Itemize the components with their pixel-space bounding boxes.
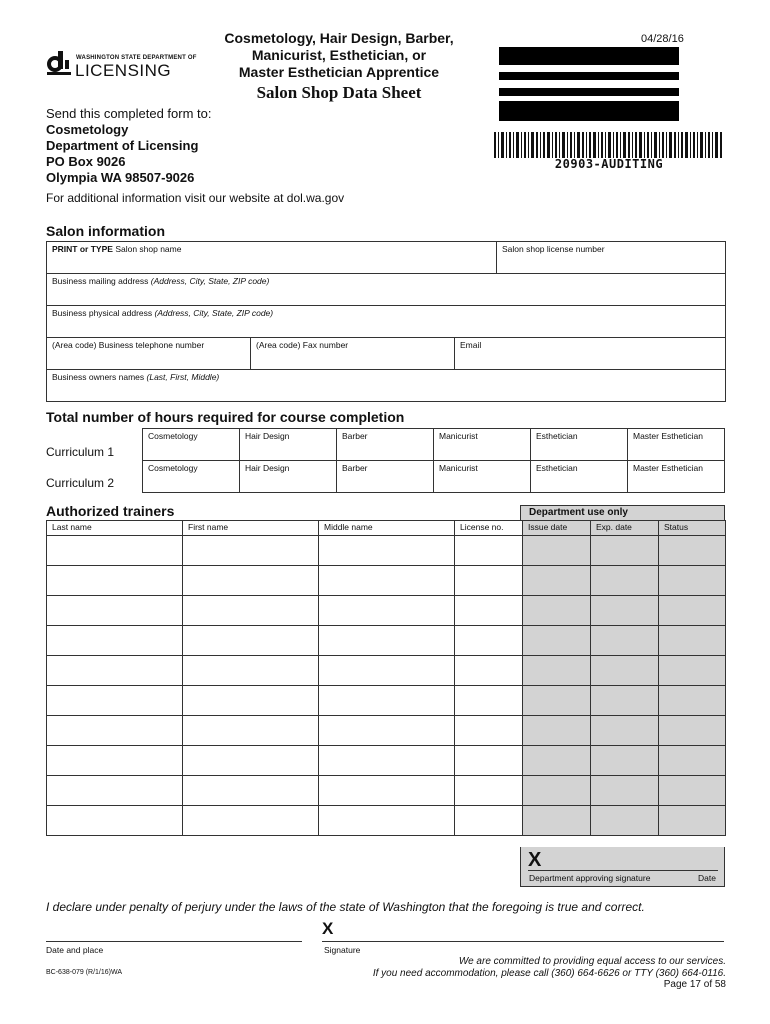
hours-col-label: Barber (342, 463, 368, 473)
send-line1: Cosmetology (46, 122, 129, 137)
mailing-address-label: Business mailing address (52, 276, 149, 286)
hours-cell[interactable] (628, 461, 725, 493)
hours-col-label: Master Esthetician (633, 463, 703, 473)
middle-name-cell[interactable] (319, 806, 455, 836)
col-middle-name: Middle name (319, 521, 455, 536)
first-name-cell[interactable] (183, 776, 319, 806)
hours-cell[interactable] (434, 429, 531, 461)
issue-date-cell (523, 626, 591, 656)
email-field[interactable] (455, 338, 726, 370)
hours-cell[interactable] (337, 461, 434, 493)
exp-date-cell (591, 686, 659, 716)
mailing-address-field[interactable] (47, 274, 726, 306)
trainers-table (46, 520, 726, 836)
last-name-cell[interactable] (47, 596, 183, 626)
phone-field[interactable] (47, 338, 251, 370)
curriculum1-label: Curriculum 1 (46, 445, 115, 459)
redaction-bar (499, 88, 679, 96)
issue-date-cell (523, 686, 591, 716)
middle-name-cell[interactable] (319, 656, 455, 686)
middle-name-cell[interactable] (319, 686, 455, 716)
trainer-row (47, 596, 726, 626)
hours-col-label: Cosmetology (148, 431, 198, 441)
salon-name-label: Salon shop name (115, 244, 182, 254)
first-name-cell[interactable] (183, 536, 319, 566)
form-subtitle-line2: Manicurist, Esthetician, or (251, 47, 427, 63)
col-exp-date: Exp. date (591, 521, 659, 536)
trainer-row (47, 536, 726, 566)
curriculum2-label: Curriculum 2 (46, 476, 115, 490)
phone-label: (Area code) Business telephone number (52, 340, 205, 350)
hours-col-label: Manicurist (439, 431, 478, 441)
last-name-cell[interactable] (47, 746, 183, 776)
hours-col-label: Esthetician (536, 431, 578, 441)
exp-date-cell (591, 716, 659, 746)
applicant-signature-x: X (322, 919, 334, 938)
first-name-cell[interactable] (183, 716, 319, 746)
send-line2: Department of Licensing (46, 138, 199, 153)
col-status: Status (659, 521, 726, 536)
hours-col-label: Cosmetology (148, 463, 198, 473)
hours-col-label: Barber (342, 431, 368, 441)
curriculum1-row (143, 429, 725, 461)
access-line2: If you need accommodation, please call (360) 664-6626 or TTY (360) 664-0116. (372, 968, 726, 979)
issue-date-cell (523, 746, 591, 776)
license-no-cell[interactable] (455, 746, 523, 776)
last-name-cell[interactable] (47, 626, 183, 656)
first-name-cell[interactable] (183, 596, 319, 626)
hours-col-label: Hair Design (245, 431, 290, 441)
department-signature-box (520, 847, 725, 887)
exp-date-cell (591, 746, 659, 776)
last-name-cell[interactable] (47, 806, 183, 836)
middle-name-cell[interactable] (319, 536, 455, 566)
redaction-bar (499, 101, 679, 121)
hours-cell[interactable] (337, 429, 434, 461)
first-name-cell[interactable] (183, 686, 319, 716)
page-number: Page 17 of 58 (663, 979, 726, 990)
salon-license-label: Salon shop license number (502, 244, 605, 254)
hours-col-label: Manicurist (439, 463, 478, 473)
mailing-address-hint: (Address, City, State, ZIP code) (150, 276, 270, 286)
status-cell (659, 716, 726, 746)
redaction-bar (499, 47, 679, 65)
issue-date-cell (523, 716, 591, 746)
hours-cell[interactable] (531, 429, 628, 461)
send-line3: PO Box 9026 (46, 154, 126, 169)
trainer-row (47, 566, 726, 596)
trainer-row (47, 626, 726, 656)
owners-field[interactable] (47, 370, 726, 402)
hours-cell[interactable] (240, 461, 337, 493)
issue-date-cell (523, 536, 591, 566)
exp-date-cell (591, 776, 659, 806)
agency-name: LICENSING (75, 61, 172, 80)
license-no-cell[interactable] (455, 626, 523, 656)
trainer-row (47, 716, 726, 746)
exp-date-cell (591, 566, 659, 596)
license-no-cell[interactable] (455, 596, 523, 626)
middle-name-cell[interactable] (319, 596, 455, 626)
hours-cell[interactable] (143, 461, 240, 493)
hours-col-label: Esthetician (536, 463, 578, 473)
email-label: Email (460, 340, 482, 350)
status-cell (659, 806, 726, 836)
last-name-cell[interactable] (47, 536, 183, 566)
hours-cell[interactable] (434, 461, 531, 493)
exp-date-cell (591, 626, 659, 656)
salon-name-field[interactable] (47, 242, 497, 274)
form-title-block (205, 30, 473, 103)
license-no-cell[interactable] (455, 686, 523, 716)
physical-address-field[interactable] (47, 306, 726, 338)
barcode-image (494, 132, 724, 158)
date-place-label: Date and place (46, 945, 104, 955)
applicant-signature-label: Signature (324, 945, 361, 955)
first-name-cell[interactable] (183, 806, 319, 836)
form-subtitle-line1: Cosmetology, Hair Design, Barber, (224, 30, 454, 46)
trainer-row (47, 806, 726, 836)
middle-name-cell[interactable] (319, 776, 455, 806)
fax-label: (Area code) Fax number (256, 340, 349, 350)
status-cell (659, 746, 726, 776)
first-name-cell[interactable] (183, 626, 319, 656)
hours-table (142, 428, 725, 493)
salon-license-field[interactable] (497, 242, 726, 274)
issue-date-cell (523, 656, 591, 686)
trainer-row (47, 686, 726, 716)
last-name-cell[interactable] (47, 776, 183, 806)
middle-name-cell[interactable] (319, 746, 455, 776)
curriculum2-row (143, 461, 725, 493)
col-first-name: First name (183, 521, 319, 536)
issue-date-cell (523, 806, 591, 836)
issue-date-cell (523, 776, 591, 806)
send-line4: Olympia WA 98507-9026 (46, 170, 195, 185)
trainers-heading: Authorized trainers (46, 503, 175, 519)
last-name-cell[interactable] (47, 716, 183, 746)
hours-heading: Total number of hours required for course completion (46, 409, 405, 425)
col-license-no: License no. (455, 521, 523, 536)
license-no-cell[interactable] (455, 806, 523, 836)
license-no-cell[interactable] (455, 566, 523, 596)
status-cell (659, 596, 726, 626)
form-code: BC-638-079 (R/1/16)WA (46, 969, 122, 976)
middle-name-cell[interactable] (319, 566, 455, 596)
send-intro: Send this completed form to: (46, 106, 212, 121)
trainer-row (47, 746, 726, 776)
physical-address-label: Business physical address (52, 308, 153, 318)
barcode-caption: 20903-AUDITING (554, 157, 664, 171)
salon-info-heading: Salon information (46, 223, 165, 239)
hours-cell[interactable] (143, 429, 240, 461)
redaction-bar (499, 72, 679, 80)
form-date: 04/28/16 (641, 33, 684, 45)
agency-logo (46, 50, 196, 80)
form-subtitle-line3: Master Esthetician Apprentice (238, 64, 440, 80)
date-place-line[interactable] (46, 941, 302, 942)
trainer-row (47, 656, 726, 686)
trainer-row (47, 776, 726, 806)
department-signature-line[interactable] (528, 870, 718, 871)
license-no-cell[interactable] (455, 536, 523, 566)
license-no-cell[interactable] (455, 656, 523, 686)
status-cell (659, 536, 726, 566)
applicant-signature-line[interactable] (322, 941, 724, 942)
first-name-cell[interactable] (183, 566, 319, 596)
last-name-cell[interactable] (47, 686, 183, 716)
fax-field[interactable] (251, 338, 455, 370)
hours-cell[interactable] (240, 429, 337, 461)
last-name-cell[interactable] (47, 566, 183, 596)
license-no-cell[interactable] (455, 776, 523, 806)
department-use-heading: Department use only (520, 505, 725, 520)
first-name-cell[interactable] (183, 746, 319, 776)
salon-info-table (46, 241, 726, 402)
hours-col-label: Hair Design (245, 463, 290, 473)
license-no-cell[interactable] (455, 716, 523, 746)
exp-date-cell (591, 656, 659, 686)
issue-date-cell (523, 566, 591, 596)
access-line1: We are committed to providing equal access to our services. (458, 956, 726, 967)
form-title: Salon Shop Data Sheet (256, 83, 422, 102)
dol-logo-icon (46, 50, 72, 78)
owners-hint: (Last, First, Middle) (146, 372, 220, 382)
department-signature-label: Department approving signature (529, 873, 651, 883)
department-signature-x: X (528, 849, 542, 871)
status-cell (659, 686, 726, 716)
exp-date-cell (591, 536, 659, 566)
mailing-instructions (46, 106, 211, 186)
col-issue-date: Issue date (523, 521, 591, 536)
hours-cell[interactable] (531, 461, 628, 493)
website-note: For additional information visit our website at dol.wa.gov (46, 191, 345, 205)
col-last-name: Last name (47, 521, 183, 536)
status-cell (659, 626, 726, 656)
status-cell (659, 566, 726, 596)
issue-date-cell (523, 596, 591, 626)
status-cell (659, 776, 726, 806)
middle-name-cell[interactable] (319, 626, 455, 656)
exp-date-cell (591, 806, 659, 836)
last-name-cell[interactable] (47, 656, 183, 686)
agency-top-line: WASHINGTON STATE DEPARTMENT OF (76, 55, 197, 61)
first-name-cell[interactable] (183, 656, 319, 686)
department-date-label: Date (698, 873, 716, 883)
physical-address-hint: (Address, City, State, ZIP code) (154, 308, 274, 318)
trainers-header-row (47, 521, 726, 536)
status-cell (659, 656, 726, 686)
hours-cell[interactable] (628, 429, 725, 461)
declaration-text: I declare under penalty of perjury under the laws of the state of Washington that the foregoing is true and correct. (46, 900, 645, 914)
owners-label: Business owners names (52, 372, 145, 382)
hours-col-label: Master Esthetician (633, 431, 703, 441)
middle-name-cell[interactable] (319, 716, 455, 746)
print-type-label: PRINT or TYPE (52, 244, 113, 254)
exp-date-cell (591, 596, 659, 626)
